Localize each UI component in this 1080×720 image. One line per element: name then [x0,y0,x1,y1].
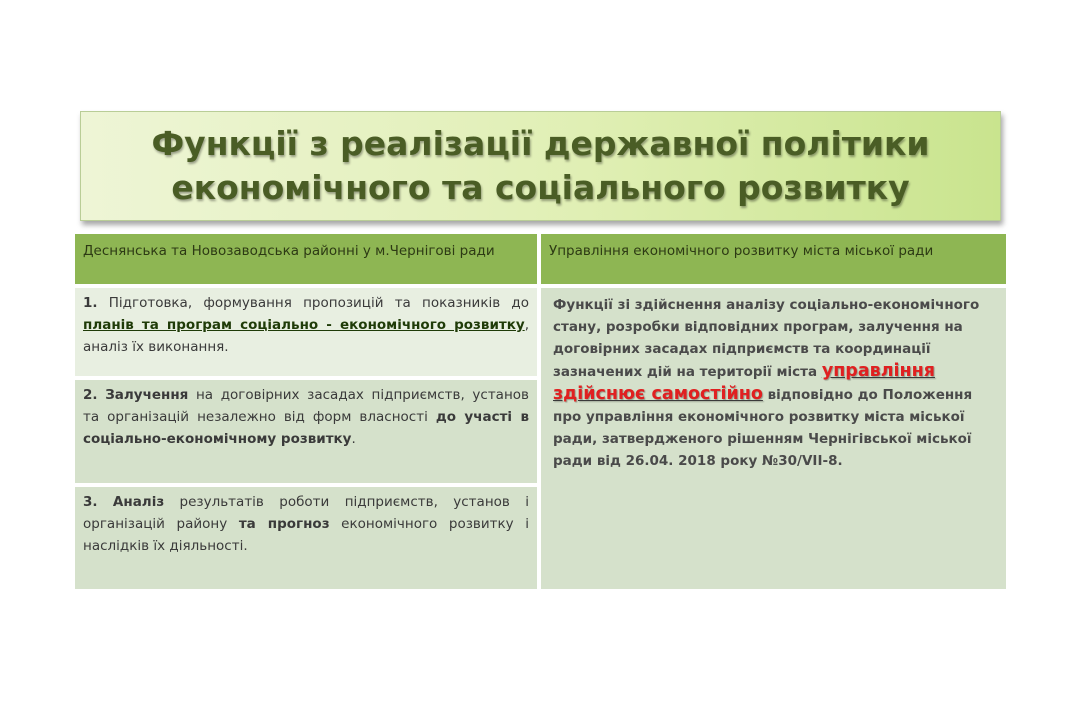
title-line-2: економічного та соціального розвитку [171,168,910,207]
header-right-text: Управління економічного розвитку міста міської ради [549,243,934,259]
row-3-number: 3. [83,494,98,510]
header-right [541,234,1006,284]
row-1-number: 1. [83,295,98,311]
row-1-text-b: планів та програм соціально - економічного розвитку [83,317,525,333]
row-1-text-a: Підготовка, формування пропозицій та показників до [97,295,529,311]
header-left [75,234,537,284]
title-banner [80,111,1001,221]
row-2-text-b: на договірних засадах підприємств, установ та організацій незалежно від форм власності [83,387,529,425]
right-text-b: відповідно до Положення про управління економічного розвитку міста міської ради, затвердженого рішенням Чернігівської міської ради від 26.04. 2018 року №30/VII-8. [553,387,973,469]
row-2-text-c: до участі в соціально-економічному розвитку [83,409,529,447]
row-3-text-c: та прогноз [238,516,330,532]
left-row-1 [75,288,537,376]
row-2-text-a: Залучення [105,387,189,403]
left-row-3 [75,487,537,589]
row-2-text-d: . [351,431,356,447]
left-row-2 [75,380,537,483]
title-line-1: Функції з реалізації державної політики [151,124,930,163]
row-3-text-a: Аналіз [112,494,165,510]
row-2-number: 2. [83,387,98,403]
row-3-text-b: результатів роботи підприємств, установ і організацій району [83,494,529,532]
right-highlight: управління здійснює самостійно [553,361,935,404]
right-text-a: Функції зі здійснення аналізу соціально-економічного стану, розробки відповідних програм, залучення на договірних засадах підприємств та координації зазначених дій на території міста [553,297,980,380]
row-3-text-d: економічного розвитку і наслідків їх діяльності. [83,516,529,554]
functions-table [75,234,1006,589]
row-1-text-c: , аналіз їх виконання. [83,317,529,355]
header-left-text: Деснянська та Новозаводська районні у м.Чернігові ради [83,243,495,259]
right-cell [541,288,1006,589]
